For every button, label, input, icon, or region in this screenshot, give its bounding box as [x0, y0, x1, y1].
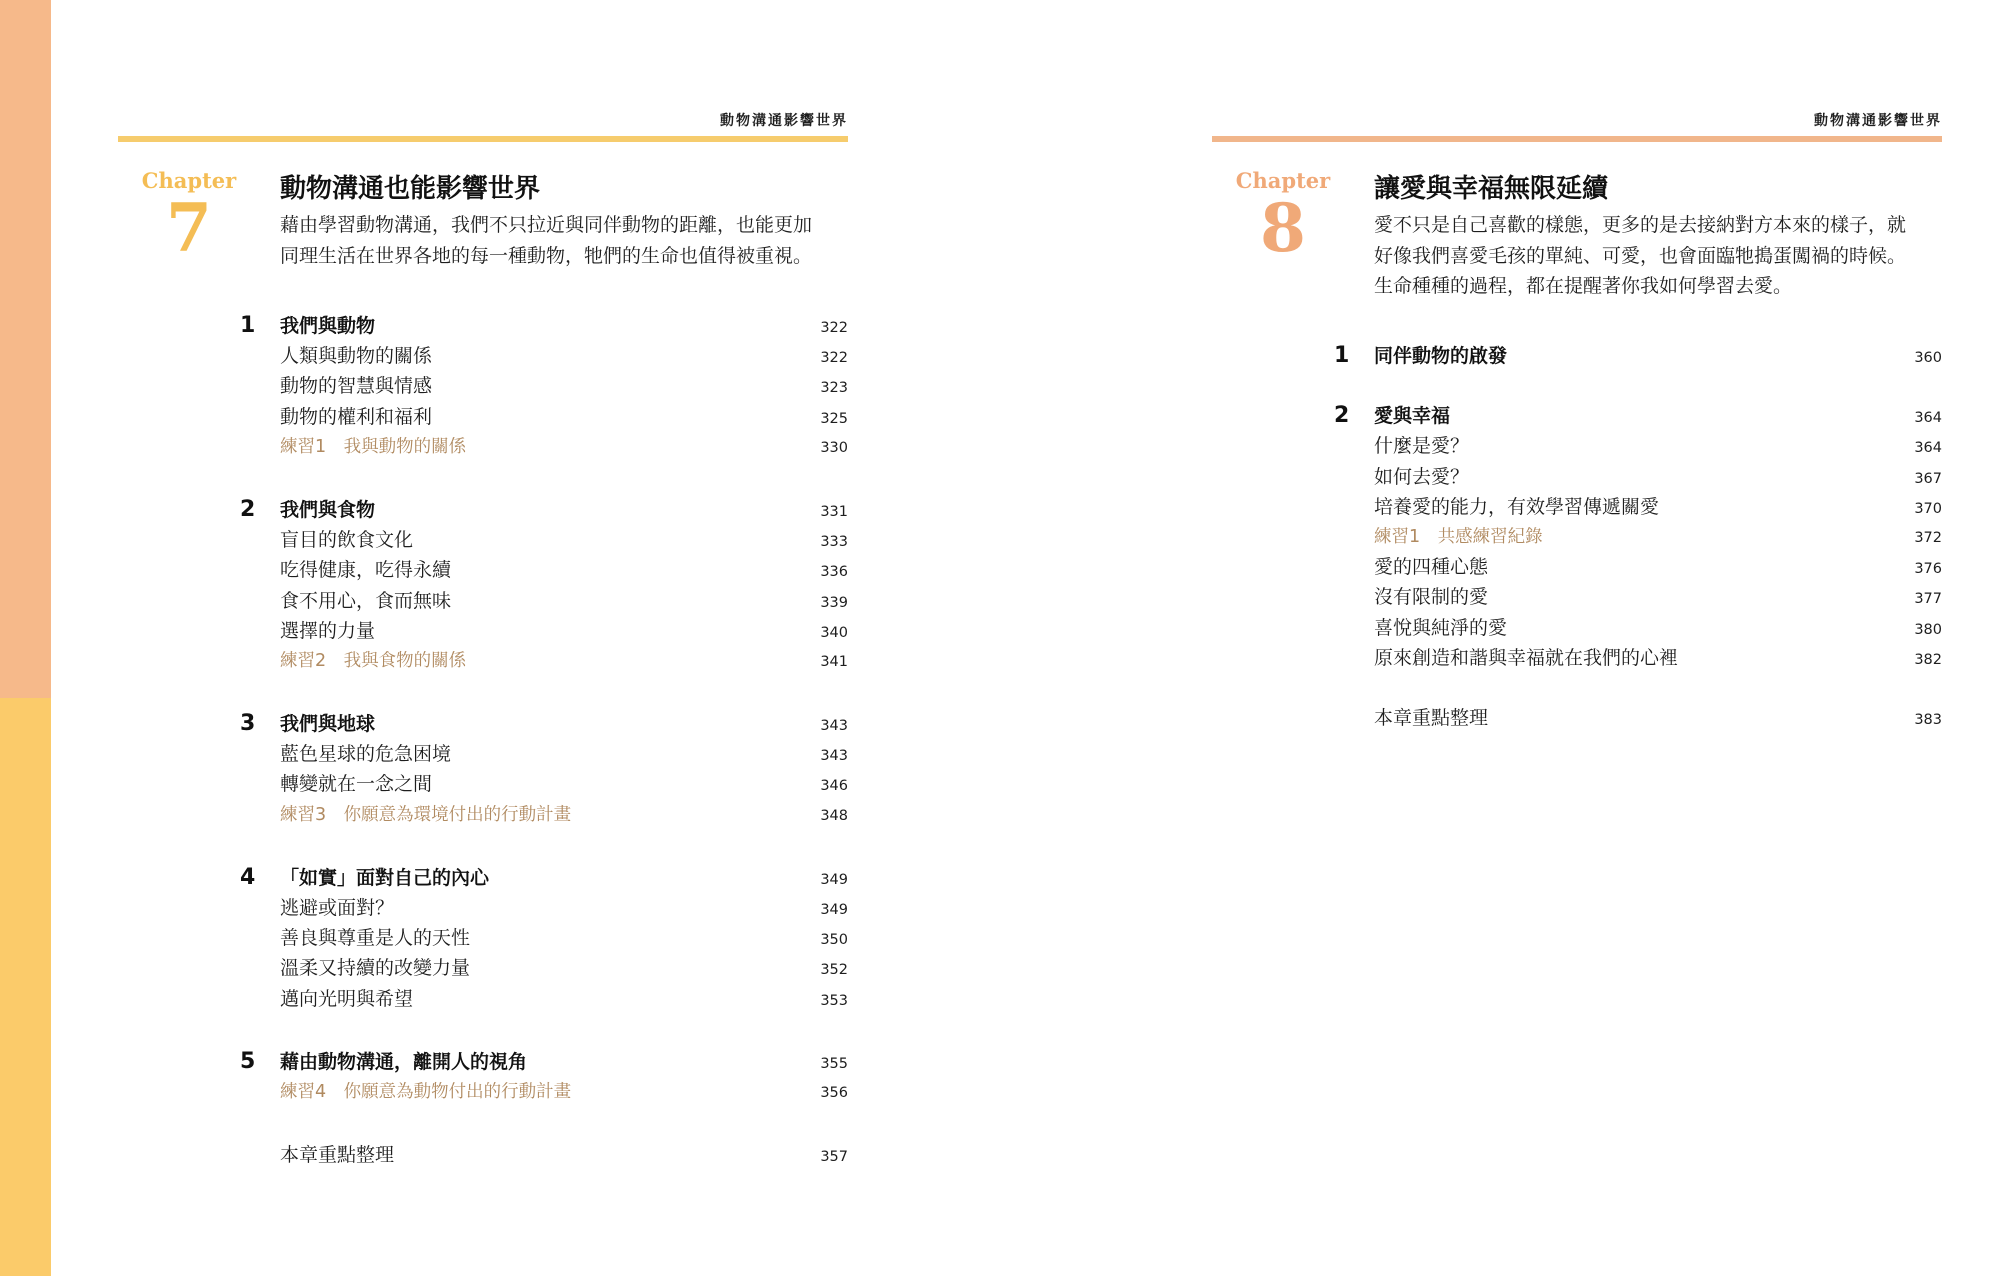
running-head: 動物溝通影響世界 [720, 113, 848, 129]
page-number: 322 [820, 320, 848, 336]
page-number: 372 [1914, 529, 1942, 546]
page-number: 357 [820, 1149, 848, 1166]
toc-entry [118, 893, 848, 923]
intro-line: 藉由學習動物溝通，我們不只拉近與同伴動物的距離，也能更加 [280, 214, 813, 236]
entry-title: 藉由動物溝通，離開人的視角 [280, 1050, 528, 1073]
chapter-intro [1374, 210, 1944, 302]
toc-exercise-entry [118, 432, 848, 462]
page-number: 343 [820, 748, 848, 765]
page-number: 353 [820, 992, 848, 1009]
page-number: 364 [1914, 410, 1942, 427]
toc-exercise-entry [118, 800, 848, 830]
toc-section-heading [118, 1047, 848, 1077]
chapter-title: 讓愛與幸福無限延續 [1374, 174, 1609, 204]
toc-exercise-entry [1212, 522, 1942, 552]
toc-section-heading [1212, 341, 1942, 371]
page-number: 322 [820, 350, 848, 367]
toc-entry [118, 769, 848, 799]
entry-title: 培養愛的能力，有效學習傳遞關愛 [1374, 495, 1660, 518]
chapter-label: Chapter [141, 168, 237, 193]
section-number: 4 [240, 864, 256, 890]
page-number: 339 [820, 594, 848, 611]
entry-title: 我們與食物 [280, 498, 376, 521]
toc-entry [1212, 582, 1942, 612]
entry-title: 藍色星球的危急困境 [280, 743, 452, 766]
header-rule [1212, 136, 1942, 142]
entry-title: 轉變就在一念之間 [280, 773, 433, 796]
toc-entry [118, 402, 848, 432]
page-number: 343 [820, 718, 848, 735]
entry-title: 原來創造和諧與幸福就在我們的心裡 [1374, 646, 1679, 669]
page-number: 330 [820, 439, 848, 456]
toc-entry [1212, 492, 1942, 522]
entry-title: 練習3 你願意為環境付出的行動計畫 [280, 804, 572, 825]
toc-entry [118, 1140, 848, 1170]
entry-title: 食不用心，食而無味 [280, 589, 452, 612]
toc-entry [118, 586, 848, 616]
page-number: 348 [820, 807, 848, 824]
entry-title: 動物的權利和福利 [280, 405, 433, 428]
chapter-number: 8 [1260, 189, 1306, 267]
edge-tab-bottom [0, 698, 51, 1276]
page-number: 380 [1914, 621, 1942, 638]
chapter-label: Chapter [1235, 168, 1331, 193]
page-number: 349 [820, 902, 848, 918]
page-number: 377 [1914, 591, 1942, 608]
left-page [118, 0, 848, 1276]
page-number: 367 [1914, 470, 1942, 487]
entry-title: 溫柔又持續的改變力量 [280, 957, 471, 980]
toc-entry [118, 953, 848, 983]
entry-title: 喜悅與純淨的愛 [1374, 616, 1508, 639]
toc-entry [118, 984, 848, 1014]
page-number: 341 [820, 653, 848, 670]
entry-title: 動物的智慧與情感 [280, 375, 433, 398]
entry-title: 練習4 你願意為動物付出的行動計畫 [280, 1081, 572, 1102]
page-number: 370 [1914, 500, 1942, 517]
page-number: 383 [1914, 711, 1942, 728]
entry-title: 我們與動物 [280, 315, 376, 337]
intro-line: 同理生活在世界各地的每一種動物，牠們的生命也值得被重視。 [280, 244, 813, 267]
toc-entry [1212, 431, 1942, 461]
page-number: 350 [820, 932, 848, 949]
toc-section [1212, 703, 1942, 733]
page-number: 333 [820, 534, 848, 551]
section-number: 3 [240, 711, 256, 737]
toc-entry [1212, 643, 1942, 673]
toc-entry [118, 739, 848, 769]
toc-exercise-entry [118, 646, 848, 676]
toc-section-heading [118, 709, 848, 739]
toc-section-heading [1212, 401, 1942, 431]
entry-title: 愛的四種心態 [1374, 556, 1489, 579]
entry-title: 練習1 我與動物的關係 [280, 436, 467, 457]
intro-line: 生命種種的過程，都在提醒著你我如何學習去愛。 [1374, 275, 1793, 297]
toc-section [118, 495, 848, 676]
toc-entry [118, 371, 848, 401]
section-number: 5 [240, 1048, 256, 1074]
toc-section [118, 1047, 848, 1107]
page-number: 355 [820, 1055, 848, 1072]
chapter-number: 7 [166, 189, 212, 267]
toc-section-heading [118, 311, 848, 341]
page-number: 364 [1914, 440, 1942, 457]
entry-title: 本章重點整理 [280, 1144, 395, 1167]
entry-title: 什麼是愛？ [1374, 435, 1470, 458]
entry-title: 我們與地球 [280, 713, 376, 736]
entry-title: 盲目的飲食文化 [280, 529, 414, 552]
toc-entry [1212, 703, 1942, 733]
page-number: 331 [820, 503, 848, 520]
page-number: 349 [820, 871, 848, 888]
intro-line: 愛不只是自己喜歡的樣態，更多的是去接納對方本來的樣子，就 [1374, 214, 1907, 236]
right-page [1212, 0, 1942, 1276]
page-number: 382 [1914, 651, 1942, 668]
entry-title: 練習2 我與食物的關係 [280, 650, 467, 671]
entry-title: 逃避或面對？ [280, 897, 395, 919]
entry-title: 同伴動物的啟發 [1374, 345, 1508, 367]
entry-title: 如何去愛？ [1374, 465, 1470, 488]
entry-title: 沒有限制的愛 [1374, 586, 1489, 609]
page-number: 346 [820, 778, 848, 795]
section-number: 2 [1334, 403, 1350, 429]
entry-title: 本章重點整理 [1374, 706, 1489, 729]
toc-section [118, 863, 848, 1014]
toc-section [118, 311, 848, 462]
page-number: 340 [820, 624, 848, 641]
entry-title: 邁向光明與希望 [280, 987, 414, 1010]
toc-section [118, 1140, 848, 1170]
edge-tab-top [0, 0, 51, 698]
toc-section [1212, 341, 1942, 371]
entry-title: 善良與尊重是人的天性 [280, 927, 471, 950]
chapter-intro [280, 210, 850, 271]
toc-entry [1212, 613, 1942, 643]
toc-entry [118, 923, 848, 953]
page-number: 325 [820, 410, 848, 427]
toc-section-heading [118, 863, 848, 893]
page-number: 352 [820, 962, 848, 979]
entry-title: 練習1 共感練習紀錄 [1374, 526, 1543, 547]
entry-title: 人類與動物的關係 [280, 345, 433, 368]
toc-entry [118, 525, 848, 555]
page-number: 356 [820, 1084, 848, 1101]
section-number: 1 [240, 313, 256, 338]
header-rule [118, 136, 848, 142]
entry-title: 「如實」面對自己的內心 [280, 866, 490, 889]
toc-entry [1212, 462, 1942, 492]
entry-title: 吃得健康，吃得永續 [280, 559, 452, 582]
toc-section-heading [118, 495, 848, 525]
section-number: 2 [240, 496, 256, 522]
page-number: 360 [1914, 350, 1942, 366]
intro-line: 好像我們喜愛毛孩的單純、可愛，也會面臨牠搗蛋闖禍的時候。 [1374, 244, 1907, 267]
toc-entry [118, 555, 848, 585]
page-number: 376 [1914, 561, 1942, 578]
toc-entry [1212, 552, 1942, 582]
running-head: 動物溝通影響世界 [1814, 113, 1942, 129]
chapter-title: 動物溝通也能影響世界 [280, 174, 541, 204]
page-number: 323 [820, 380, 848, 397]
toc-entry [118, 341, 848, 371]
table-of-contents [1212, 341, 1942, 733]
toc-exercise-entry [118, 1077, 848, 1107]
section-number: 1 [1334, 343, 1350, 368]
entry-title: 愛與幸福 [1374, 405, 1451, 428]
entry-title: 選擇的力量 [280, 619, 376, 642]
table-of-contents [118, 311, 848, 1170]
page-number: 336 [820, 564, 848, 581]
toc-section [118, 709, 848, 830]
toc-section [1212, 401, 1942, 673]
toc-entry [118, 616, 848, 646]
